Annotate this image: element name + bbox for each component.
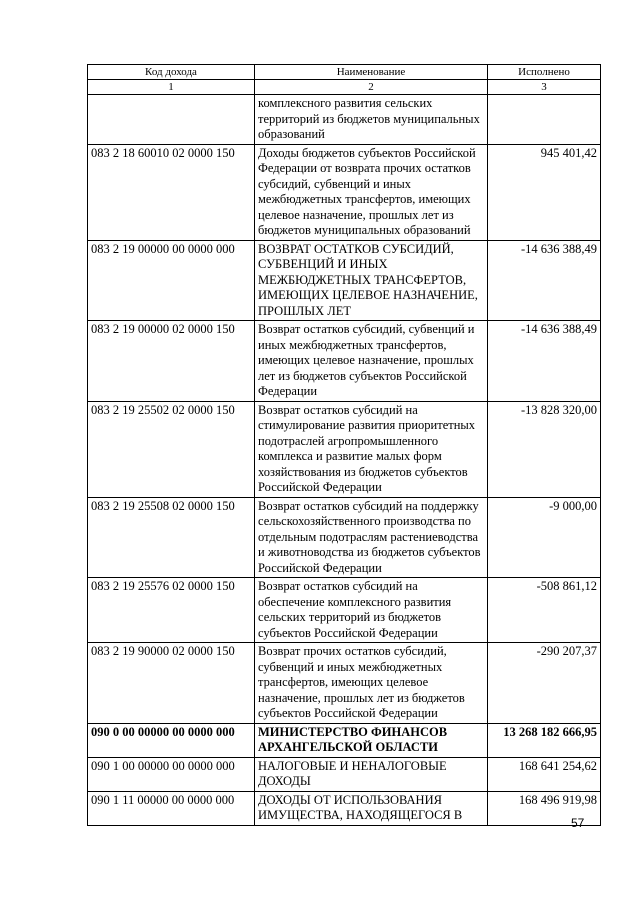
revenue-code-cell: 083 2 19 25508 02 0000 150 <box>88 497 255 578</box>
revenue-code-cell: 083 2 19 25502 02 0000 150 <box>88 401 255 497</box>
table-header <box>88 65 601 95</box>
executed-amount-cell: 13 268 182 666,95 <box>488 723 601 757</box>
table-row <box>88 144 601 240</box>
executed-amount-cell: -13 828 320,00 <box>488 401 601 497</box>
header-name: Наименование <box>255 65 488 80</box>
table-row <box>88 321 601 402</box>
executed-amount-cell: -14 636 388,49 <box>488 321 601 402</box>
table-body <box>88 95 601 826</box>
revenue-name-cell: Возврат прочих остатков субсидий, субвенций и иных межбюджетных трансфертов, имеющих целевое назначение, прошлых лет из бюджетов субъектов Российской Федерации <box>255 643 488 724</box>
header-code: Код дохода <box>88 65 255 80</box>
revenue-name-cell: МИНИСТЕРСТВО ФИНАНСОВ АРХАНГЕЛЬСКОЙ ОБЛАСТИ <box>255 723 488 757</box>
revenue-code-cell: 083 2 19 90000 02 0000 150 <box>88 643 255 724</box>
table-row <box>88 401 601 497</box>
table-row <box>88 643 601 724</box>
revenue-name-cell: ВОЗВРАТ ОСТАТКОВ СУБСИДИЙ, СУБВЕНЦИЙ И ИНЫХ МЕЖБЮДЖЕТНЫХ ТРАНСФЕРТОВ, ИМЕЮЩИХ ЦЕЛЕВОЕ НАЗНАЧЕНИЕ, ПРОШЛЫХ ЛЕТ <box>255 240 488 321</box>
revenue-name-cell: Возврат остатков субсидий на поддержку сельскохозяйственного производства по отдельным подотраслям растениеводства и животноводства из бюджетов субъектов Российской Федерации <box>255 497 488 578</box>
revenue-name-cell: НАЛОГОВЫЕ И НЕНАЛОГОВЫЕ ДОХОДЫ <box>255 757 488 791</box>
revenue-name-cell: комплексного развития сельских территорий из бюджетов муниципальных образований <box>255 95 488 145</box>
revenue-code-cell: 090 0 00 00000 00 0000 000 <box>88 723 255 757</box>
revenue-code-cell <box>88 95 255 145</box>
revenue-name-cell: ДОХОДЫ ОТ ИСПОЛЬЗОВАНИЯ ИМУЩЕСТВА, НАХОДЯЩЕГОСЯ В <box>255 791 488 825</box>
executed-amount-cell: 168 641 254,62 <box>488 757 601 791</box>
table-row <box>88 240 601 321</box>
revenue-name-cell: Возврат остатков субсидий на стимулирование развития приоритетных подотраслей агропромышленного комплекса и развитие малых форм хозяйствования из бюджетов субъектов Российской Федерации <box>255 401 488 497</box>
column-number-1: 1 <box>88 80 255 95</box>
executed-amount-cell: -508 861,12 <box>488 578 601 643</box>
executed-amount-cell: -9 000,00 <box>488 497 601 578</box>
table-row <box>88 757 601 791</box>
executed-amount-cell: 945 401,42 <box>488 144 601 240</box>
revenue-code-cell: 090 1 11 00000 00 0000 000 <box>88 791 255 825</box>
table-row <box>88 791 601 825</box>
column-number-2: 2 <box>255 80 488 95</box>
revenue-name-cell: Возврат остатков субсидий, субвенций и иных межбюджетных трансфертов, имеющих целевое назначение, прошлых лет из бюджетов субъектов Российской Федерации <box>255 321 488 402</box>
column-number-3: 3 <box>488 80 601 95</box>
table-row <box>88 95 601 145</box>
executed-amount-cell: 168 496 919,98 <box>488 791 601 825</box>
column-number-row <box>88 80 601 95</box>
revenue-code-cell: 083 2 18 60010 02 0000 150 <box>88 144 255 240</box>
header-amount: Исполнено <box>488 65 601 80</box>
executed-amount-cell: -14 636 388,49 <box>488 240 601 321</box>
table-row <box>88 497 601 578</box>
table-row <box>88 578 601 643</box>
header-row <box>88 65 601 80</box>
executed-amount-cell <box>488 95 601 145</box>
table-row <box>88 723 601 757</box>
revenue-code-cell: 090 1 00 00000 00 0000 000 <box>88 757 255 791</box>
revenue-name-cell: Возврат остатков субсидий на обеспечение комплексного развития сельских территорий из бюджетов субъектов Российской Федерации <box>255 578 488 643</box>
revenue-code-cell: 083 2 19 00000 02 0000 150 <box>88 321 255 402</box>
revenue-code-cell: 083 2 19 00000 00 0000 000 <box>88 240 255 321</box>
revenue-name-cell: Доходы бюджетов субъектов Российской Федерации от возврата прочих остатков субсидий, субвенций и иных межбюджетных трансфертов, имеющих целевое назначение, прошлых лет из бюджетов муниципальных образований <box>255 144 488 240</box>
revenue-table <box>87 64 601 826</box>
executed-amount-cell: -290 207,37 <box>488 643 601 724</box>
page-number: 57 <box>571 816 585 830</box>
revenue-code-cell: 083 2 19 25576 02 0000 150 <box>88 578 255 643</box>
